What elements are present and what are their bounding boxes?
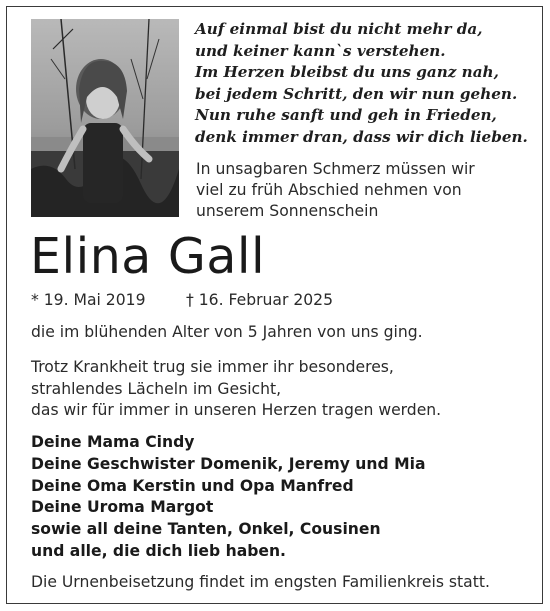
poem-line: bei jedem Schritt, den wir nun gehen. [195, 84, 518, 103]
intro-line: unserem Sonnenschein [196, 202, 379, 220]
poem-line: denk immer dran, dass wir dich lieben. [195, 127, 528, 146]
birth-date: * 19. Mai 2019 [31, 291, 146, 309]
intro-line: In unsagbaren Schmerz müssen wir [196, 160, 475, 178]
mourner-line: Deine Oma Kerstin und Opa Manfred [31, 476, 354, 495]
tribute-text [31, 357, 541, 422]
age-line: die im blühenden Alter von 5 Jahren von uns ging. [31, 323, 423, 341]
tribute-line: Trotz Krankheit trug sie immer ihr besonderes, [31, 358, 394, 376]
poem-line: Im Herzen bleibst du uns ganz nah, [195, 63, 499, 82]
life-dates [31, 289, 531, 311]
mourner-line: sowie all deine Tanten, Onkel, Cousinen [31, 520, 381, 539]
deceased-name: Elina Gall [30, 228, 266, 285]
mourner-line: Deine Mama Cindy [31, 433, 195, 451]
age-text [31, 322, 541, 344]
tribute-line: strahlendes Lächeln im Gesicht, [31, 379, 282, 398]
death-date: † 16. Februar 2025 [186, 291, 334, 309]
intro-line: viel zu früh Abschied nehmen von [196, 181, 462, 199]
tribute-line: das wir für immer in unseren Herzen tragen werden. [31, 401, 442, 419]
memorial-poem [195, 19, 540, 149]
portrait-photo [31, 19, 179, 217]
mourner-line: Deine Geschwister Domenik, Jeremy und Mia [31, 454, 426, 473]
poem-line: und keiner kann`s verstehen. [195, 41, 446, 60]
mourner-line: und alle, die dich lieb haben. [31, 541, 286, 560]
mourners-list [31, 432, 541, 563]
poem-line: Nun ruhe sanft und geh in Frieden, [195, 106, 497, 125]
mourner-line: Deine Uroma Margot [31, 498, 214, 517]
burial-note: Die Urnenbeisetzung findet im engsten Familienkreis statt. [31, 573, 490, 591]
poem-line: Auf einmal bist du nicht mehr da, [195, 20, 483, 38]
intro-text [196, 159, 536, 222]
